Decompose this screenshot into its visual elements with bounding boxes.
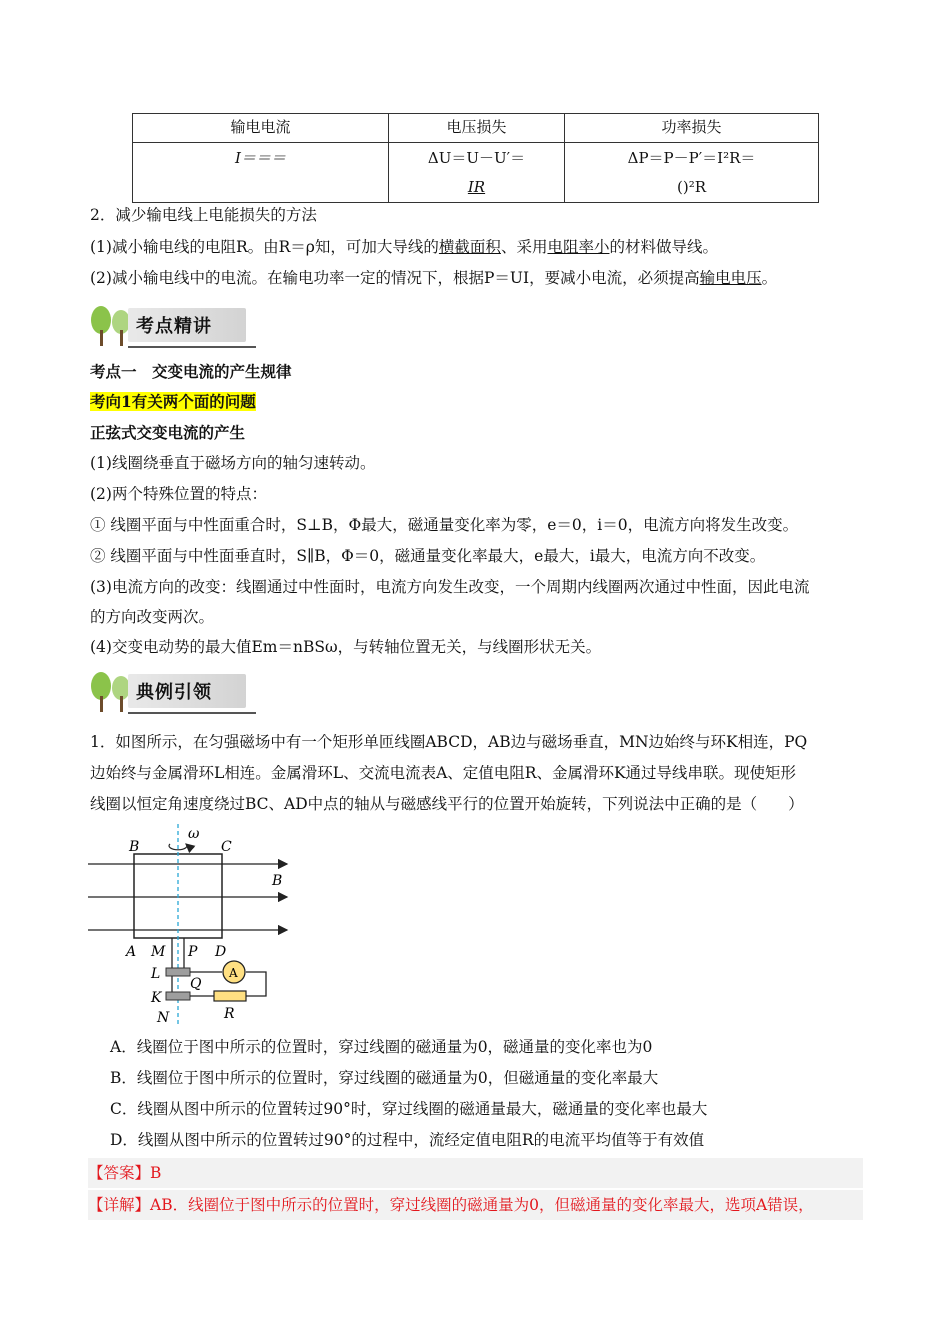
- voltage-formula-result: IR: [467, 178, 486, 196]
- label-B: B: [129, 839, 140, 855]
- paragraph: (2)两个特殊位置的特点：: [90, 485, 267, 503]
- power-loss-table: [132, 113, 819, 203]
- label-K: K: [151, 990, 162, 1006]
- voltage-formula: ΔU＝U－U′＝: [427, 149, 526, 167]
- paragraph: 的方向改变两次。: [90, 608, 215, 626]
- paragraph: ② 线圈平面与中性面垂直时，S∥B，Φ＝0，磁通量变化率最大，e最大，i最大，电流方向不改变。: [90, 547, 766, 565]
- table-cell-current: I＝＝＝: [133, 143, 389, 203]
- question-text: 边始终与金属滑环L相连。金属滑环L、交流电流表A、定值电阻R、金属滑环K通过导线串联。现使矩形: [90, 764, 797, 782]
- table-cell-power: [565, 143, 819, 203]
- explanation: 【详解】AB．线圈位于图中所示的位置时，穿过线圈的磁通量为0，但磁通量的变化率最大，选项A错误，: [88, 1190, 863, 1220]
- paragraph: (3)电流方向的改变：线圈通过中性面时，电流方向发生改变，一个周期内线圈两次通过中性面，因此电流: [90, 578, 810, 596]
- section2-item1: (1)减小输电线的电阻R。由R＝ρ知，可加大导线的横截面积、采用电阻率小的材料做导线。: [90, 238, 718, 256]
- coil-figure: [84, 824, 304, 1030]
- label-omega: ω: [188, 826, 200, 842]
- power-formula: ΔP＝P－P′＝I²R＝: [627, 149, 756, 167]
- option-c: C．线圈从图中所示的位置转过90°时，穿过线圈的磁通量最大，磁通量的变化率也最大: [110, 1100, 708, 1118]
- question-text: 1．如图所示，在匀强磁场中有一个矩形单匝线圈ABCD，AB边与磁场垂直，MN边始终与环K相连，PQ: [90, 733, 808, 751]
- table-cell-voltage: [389, 143, 565, 203]
- ammeter-label: A: [229, 966, 238, 980]
- label-L: L: [151, 966, 161, 982]
- label-R: R: [224, 1006, 235, 1022]
- answer: 【答案】B: [88, 1158, 863, 1188]
- paragraph: ① 线圈平面与中性面重合时，S⊥B，Φ最大，磁通量变化率为零，e＝0，i＝0，电流方向将发生改变。: [90, 516, 799, 534]
- label-D: D: [215, 944, 227, 960]
- table-header: 功率损失: [565, 114, 819, 143]
- paragraph: (1)线圈绕垂直于磁场方向的轴匀速转动。: [90, 454, 376, 472]
- label-C: C: [221, 839, 232, 855]
- resistor-icon: [214, 991, 246, 1001]
- banner-title: 典例引领: [136, 682, 212, 703]
- option-a: A．线圈位于图中所示的位置时，穿过线圈的磁通量为0，磁通量的变化率也为0: [110, 1038, 653, 1056]
- banner-title: 考点精讲: [136, 316, 212, 337]
- option-d: D．线圈从图中所示的位置转过90°的过程中，流经定值电阻R的电流平均值等于有效值: [110, 1131, 705, 1149]
- question-text: 线圈以恒定角速度绕过BC、AD中点的轴从与磁感线平行的位置开始旋转，下列说法中正确的是（ ）: [90, 795, 804, 813]
- section-banner-kaodian: [88, 302, 258, 350]
- label-P: P: [188, 944, 198, 960]
- kaodian-title: 考点一 交变电流的产生规律: [90, 362, 292, 381]
- label-N: N: [157, 1010, 170, 1026]
- paragraph: (4)交变电动势的最大值Em＝nBSω，与转轴位置无关，与线圈形状无关。: [90, 638, 602, 656]
- label-Q: Q: [190, 976, 202, 992]
- section2-title: 2．减少输电线上电能损失的方法: [90, 206, 317, 224]
- section-banner-dianli: [88, 668, 258, 716]
- table-header: 输电电流: [133, 114, 389, 143]
- option-b: B．线圈位于图中所示的位置时，穿过线圈的磁通量为0，但磁通量的变化率最大: [110, 1069, 659, 1087]
- kaoxiang-title: 考向1有关两个面的问题: [90, 392, 256, 411]
- label-field: B: [272, 873, 283, 889]
- section2-item2: (2)减小输电线中的电流。在输电功率一定的情况下，根据P＝UI，要减小电流，必须提高输电电压。: [90, 269, 778, 287]
- power-formula-cont: ()²R: [676, 178, 706, 196]
- label-A: A: [126, 944, 137, 960]
- table-header: 电压损失: [389, 114, 565, 143]
- label-M: M: [151, 944, 166, 960]
- kaodian-subtitle: 正弦式交变电流的产生: [90, 423, 246, 442]
